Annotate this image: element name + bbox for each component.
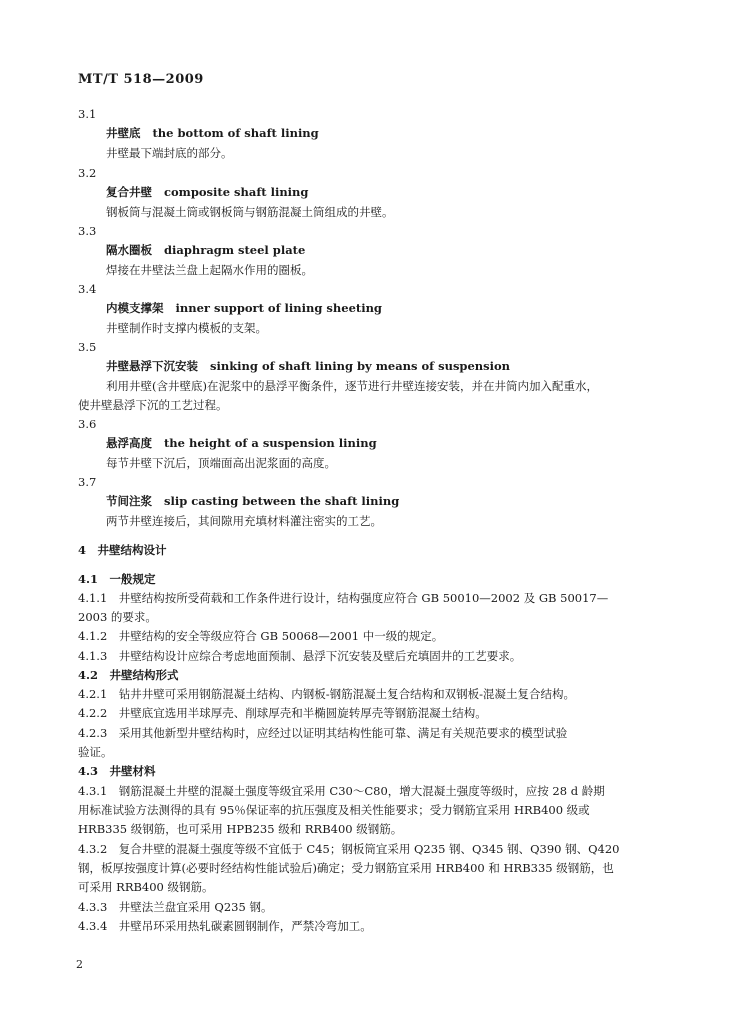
term-en: sinking of shaft lining by means of suspension [210,359,511,373]
clause-text: 钢，板厚按强度计算(必要时经结构性能试验后)确定；受力钢筋宜采用 HRB400 和 HRB335 级钢筋，也 [78,861,614,875]
term-title [106,184,308,200]
clause-text: 4.3.1 钢筋混凝土井壁的混凝土强度等级宜采用 C30～C80，增大混凝土强度等级时，应按 28 d 龄期 [78,784,605,798]
term-en: composite shaft lining [164,185,309,199]
term-definition: 钢板筒与混凝土筒或钢板筒与钢筋混凝土筒组成的井壁。 [106,205,394,219]
term-number: 3.7 [78,475,97,489]
term-title [106,300,382,316]
subsection-heading: 4.1 一般规定 [78,572,156,586]
term-number: 3.5 [78,340,97,354]
term-cn: 复合井壁 [106,185,152,199]
term-number: 3.6 [78,417,97,431]
subsection-heading: 4.2 井壁结构形式 [78,668,179,682]
term-cn: 内模支撑架 [106,301,164,315]
clause-text: 用标准试验方法测得的具有 95％保证率的抗压强度及相关性能要求；受力钢筋宜采用 HRB400 级或 [78,803,590,817]
clause-text: 4.3.4 井壁吊环采用热轧碳素圆钢制作，严禁冷弯加工。 [78,919,372,933]
page-number: 2 [76,958,83,971]
term-cn: 节间注浆 [106,494,152,508]
clause-text: 可采用 RRB400 级钢筋。 [78,880,214,894]
clause-text: 4.2.2 井壁底宜选用半球厚壳、削球厚壳和半椭圆旋转厚壳等钢筋混凝土结构。 [78,706,487,720]
term-en: inner support of lining sheeting [175,301,382,315]
term-definition-continued: 使井壁悬浮下沉的工艺过程。 [78,398,228,412]
term-title [106,493,399,509]
clause-text: HRB335 级钢筋，也可采用 HPB235 级和 RRB400 级钢筋。 [78,822,403,836]
term-title [106,435,377,451]
section-heading: 4 井壁结构设计 [78,543,167,557]
term-title [106,125,319,141]
term-cn: 隔水圈板 [106,243,152,257]
term-definition: 利用井壁(含井壁底)在泥浆中的悬浮平衡条件，逐节进行井壁连接安装，并在井筒内加入配重水， [106,379,598,393]
clause-text: 4.2.3 采用其他新型井壁结构时，应经过以证明其结构性能可靠、满足有关规范要求的模型试验 [78,726,568,740]
term-en: the bottom of shaft lining [152,126,319,140]
term-definition: 每节井壁下沉后，顶端面高出泥浆面的高度。 [106,456,336,470]
term-title [106,242,305,258]
term-cn: 井壁悬浮下沉安装 [106,359,198,373]
term-en: diaphragm steel plate [164,243,306,257]
standard-code-header: MT/T 518—2009 [78,72,204,87]
term-definition: 井壁制作时支撑内模板的支架。 [106,321,267,335]
clause-text: 4.2.1 钻井井壁可采用钢筋混凝土结构、内钢板-钢筋混凝土复合结构和双钢板-混凝土复合结构。 [78,687,576,701]
clause-text: 4.3.2 复合井壁的混凝土强度等级不宜低于 C45；钢板筒宜采用 Q235 钢、Q345 钢、Q390 钢、Q420 [78,842,620,856]
clause-text: 4.1.2 井壁结构的安全等级应符合 GB 50068—2001 中一级的规定。 [78,629,444,643]
term-cn: 悬浮高度 [106,436,152,450]
term-en: the height of a suspension lining [164,436,377,450]
subsection-heading: 4.3 井壁材料 [78,764,156,778]
term-cn: 井壁底 [106,126,141,140]
term-number: 3.3 [78,224,97,238]
term-number: 3.1 [78,107,97,121]
clause-text: 4.1.1 井壁结构按所受荷载和工作条件进行设计，结构强度应符合 GB 50010—2002 及 GB 50017— [78,591,609,605]
term-en: slip casting between the shaft lining [164,494,400,508]
term-definition: 两节井壁连接后，其间隙用充填材料灌注密实的工艺。 [106,514,382,528]
clause-text: 2003 的要求。 [78,610,157,624]
term-definition: 焊接在井壁法兰盘上起隔水作用的圈板。 [106,263,313,277]
term-title [106,358,510,374]
clause-text: 4.1.3 井壁结构设计应综合考虑地面预制、悬浮下沉安装及壁后充填固井的工艺要求。 [78,649,522,663]
clause-text: 验证。 [78,745,113,759]
term-number: 3.4 [78,282,97,296]
term-definition: 井壁最下端封底的部分。 [106,146,233,160]
clause-text: 4.3.3 井壁法兰盘宜采用 Q235 钢。 [78,900,273,914]
term-number: 3.2 [78,166,97,180]
